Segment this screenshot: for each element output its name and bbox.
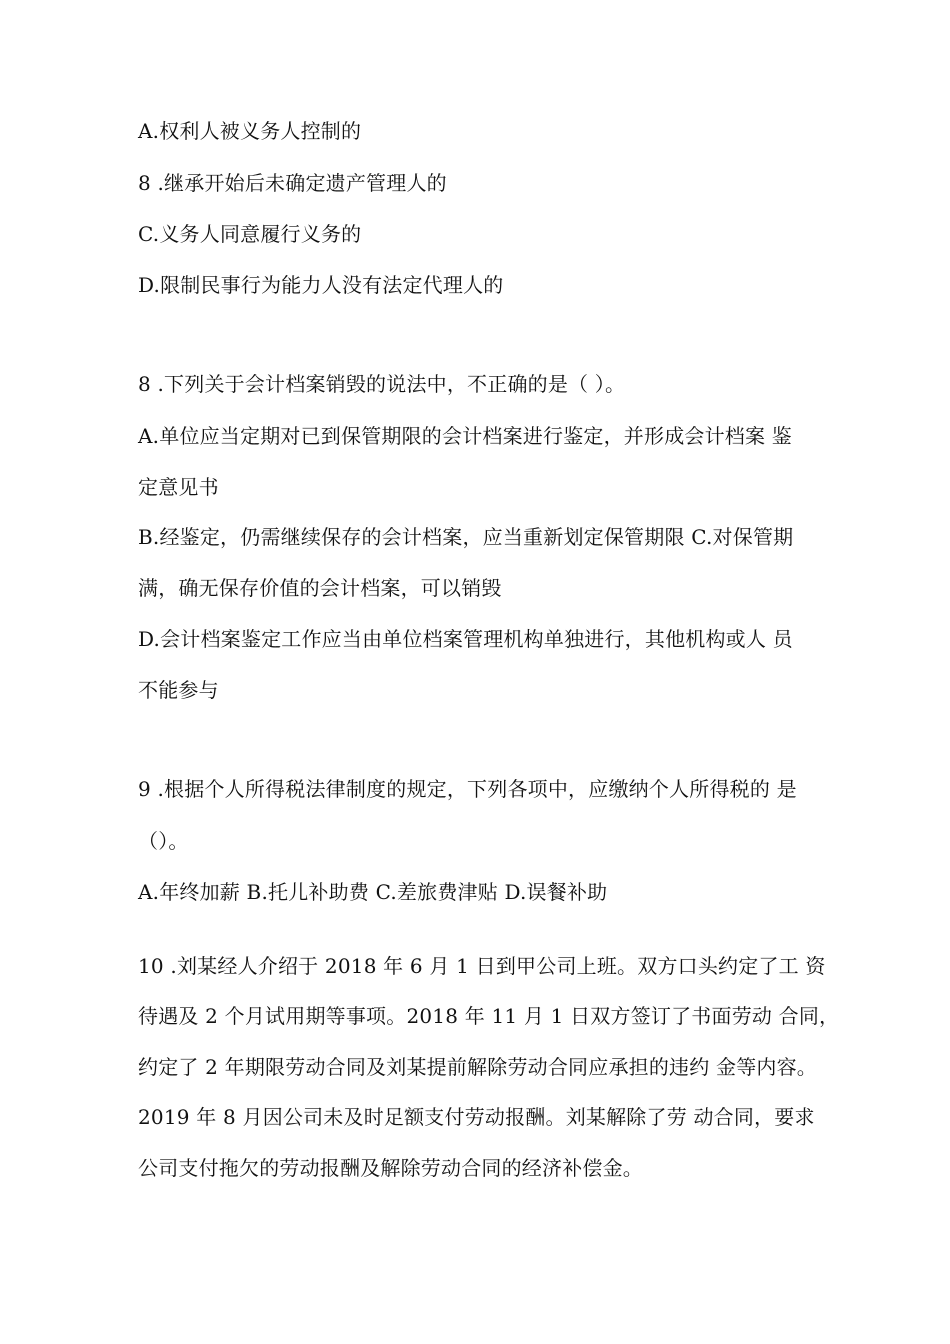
question-9-stem-cont: （）。	[138, 829, 189, 853]
question-10-line-4: 2019 年 8 月因公司未及时足额支付劳动报酬。刘某解除了劳 动合同，要求	[138, 1105, 815, 1129]
question-9-stem: 9 .根据个人所得税法律制度的规定，下列各项中，应缴纳个人所得税的 是	[138, 777, 797, 801]
question-8-option-a-cont: 定意见书	[138, 475, 219, 499]
question-10-line-2: 待遇及 2 个月试用期等事项。2018 年 11 月 1 日双方签订了书面劳动 合同，	[138, 1004, 840, 1028]
question-8-option-d-cont: 不能参与	[138, 678, 219, 702]
option-a-text: A.权利人被义务人控制的	[138, 119, 362, 143]
option-c-text: C.义务人同意履行义务的	[138, 222, 362, 246]
question-8-option-d: D.会计档案鉴定工作应当由单位档案管理机构单独进行，其他机构或人 员	[138, 627, 793, 651]
question-10-line-3: 约定了 2 年期限劳动合同及刘某提前解除劳动合同应承担的违约 金等内容。	[138, 1055, 817, 1079]
question-8-option-b-c: B.经鉴定，仍需继续保存的会计档案，应当重新划定保管期限 C.对保管期	[138, 525, 794, 549]
option-d-text: D.限制民事行为能力人没有法定代理人的	[138, 273, 504, 297]
question-10-line-1: 10 .刘某经人介绍于 2018 年 6 月 1 日到甲公司上班。双方口头约定了工 资	[138, 954, 826, 978]
question-8-stem: 8 .下列关于会计档案销毁的说法中，不正确的是（ ）。	[138, 372, 626, 396]
question-8-option-a: A.单位应当定期对已到保管期限的会计档案进行鉴定，并形成会计档案 鉴	[138, 424, 792, 448]
question-9-options: A.年终加薪 B.托儿补助费 C.差旅费津贴 D.误餐补助	[138, 880, 608, 904]
option-b-text: 8 .继承开始后未确定遗产管理人的	[138, 171, 447, 195]
question-8-option-c-cont: 满，确无保存价值的会计档案，可以销毁	[138, 576, 502, 600]
question-10-line-5: 公司支付拖欠的劳动报酬及解除劳动合同的经济补偿金。	[138, 1156, 643, 1180]
